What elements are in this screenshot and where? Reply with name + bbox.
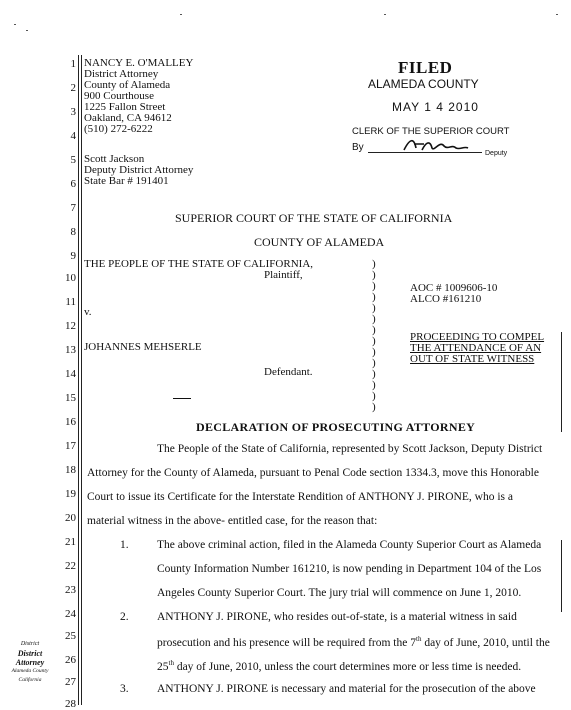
right-margin-mark (561, 332, 562, 432)
right-margin-mark (561, 540, 562, 612)
filed-title: FILED (398, 58, 453, 77)
line-number: 16 (65, 416, 76, 428)
intro-line: Court to issue its Certificate for the Interstate Rendition of ANTHONY J. PIRONE, who is a (87, 491, 513, 503)
aoc-number: AOC # 1009606-10 (410, 282, 498, 294)
line-number: 28 (65, 698, 76, 710)
scan-speck (180, 14, 182, 15)
line-number: 21 (65, 536, 76, 548)
line-number: 1 (70, 58, 76, 70)
filed-clerk: CLERK OF THE SUPERIOR COURT (352, 126, 510, 137)
proceeding-title: PROCEEDING TO COMPEL THE ATTENDANCE OF AN OUT OF STATE WITNESS (410, 331, 545, 365)
line-number: 18 (65, 464, 76, 476)
line-number: 4 (70, 130, 76, 142)
attorney-address: 900 Courthouse (84, 90, 154, 102)
deputy-block (84, 154, 193, 187)
line-number: 24 (65, 608, 76, 620)
line-number: 10 (65, 272, 76, 284)
scan-speck (556, 14, 558, 15)
declaration-heading: DECLARATION OF PROSECUTING ATTORNEY (196, 420, 476, 434)
clerk-signature (400, 134, 470, 156)
scan-speck (26, 30, 28, 31)
line-number: 20 (65, 512, 76, 524)
line-number: 17 (65, 440, 76, 452)
line-number: 14 (65, 368, 76, 380)
item-line: Angeles County Superior Court. The jury trial will commence on June 1, 2010. (157, 587, 522, 599)
court-name: SUPERIOR COURT OF THE STATE OF CALIFORNIA (175, 211, 453, 225)
filed-by: By (352, 142, 364, 153)
line-number: 27 (65, 676, 76, 688)
line-number: 13 (65, 344, 76, 356)
attorney-title: District Attorney (84, 68, 159, 80)
filed-county: ALAMEDA COUNTY (368, 77, 479, 91)
line-number: 23 (65, 584, 76, 596)
line-number: 7 (70, 202, 76, 214)
line-number: 5 (70, 154, 76, 166)
line-number: 9 (70, 250, 76, 262)
attorney-block (84, 58, 193, 135)
scan-speck (384, 14, 386, 15)
case-numbers (410, 283, 497, 305)
line-number: 25 (65, 630, 76, 642)
line-number: 22 (65, 560, 76, 572)
item-line: ANTHONY J. PIRONE is necessary and material for the prosecution of the above (157, 683, 536, 695)
filed-deputy: Deputy (485, 150, 508, 157)
line-number: 19 (65, 488, 76, 500)
defendant-role: Defendant. (264, 366, 313, 378)
court-county: COUNTY OF ALAMEDA (254, 235, 385, 249)
line-number: 3 (70, 106, 76, 118)
alco-number: ALCO #161210 (410, 293, 482, 305)
scan-speck (14, 24, 16, 25)
attorney-phone: (510) 272-6222 (84, 123, 153, 135)
line-number: 15 (65, 392, 76, 404)
caption-underline (173, 398, 191, 399)
deputy-bar: State Bar # 191401 (84, 175, 169, 187)
line-number: 8 (70, 226, 76, 238)
item-number: 2. (120, 611, 129, 623)
defendant-name: JOHANNES MEHSERLE (84, 341, 202, 353)
deputy-title: Deputy District Attorney (84, 164, 194, 176)
line-number: 26 (65, 654, 76, 666)
intro-line: material witness in the above- entitled case, for the reason that: (87, 515, 378, 527)
attorney-city: Oakland, CA 94612 (84, 112, 172, 124)
filed-date: MAY 1 4 2010 (392, 100, 479, 114)
line-number: 6 (70, 178, 76, 190)
item-line: prosecution and his presence will be required from the 7th day of June, 2010, until the (157, 635, 550, 649)
intro-line: The People of the State of California, represented by Scott Jackson, Deputy District (157, 443, 543, 455)
line-number: 12 (65, 320, 76, 332)
deputy-name: Scott Jackson (84, 153, 145, 165)
line-number: 2 (70, 82, 76, 94)
versus: v. (84, 306, 92, 318)
item-number: 3. (120, 683, 129, 695)
attorney-county: County of Alameda (84, 79, 171, 91)
intro-line: Attorney for the County of Alameda, pursuant to Penal Code section 1334.3, move this Honorable (87, 467, 539, 479)
left-margin-rule-double (81, 55, 82, 705)
attorney-street: 1225 Fallon Street (84, 101, 166, 113)
plaintiff-role: Plaintiff, (264, 269, 303, 281)
item-line: 25th day of June, 2010, unless the court determines more or less time is needed. (157, 659, 522, 673)
item-line: The above criminal action, filed in the Alameda County Superior Court as Alameda (157, 539, 542, 551)
district-attorney-seal: District District Attorney Alameda County California (11, 641, 49, 683)
line-number: 11 (65, 296, 76, 308)
item-number: 1. (120, 539, 129, 551)
caption-brackets: ) ) ) ) ) ) ) ) ) ) ) ) ) ) (372, 258, 376, 413)
left-margin-rule (78, 55, 79, 705)
item-line: ANTHONY J. PIRONE, who resides out-of-state, is a material witness in said (157, 611, 517, 623)
attorney-name: NANCY E. O'MALLEY (84, 57, 194, 69)
item-line: County Information Number 161210, is now pending in Department 104 of the Los (157, 563, 542, 575)
plaintiff-name: THE PEOPLE OF THE STATE OF CALIFORNIA, (84, 258, 314, 270)
